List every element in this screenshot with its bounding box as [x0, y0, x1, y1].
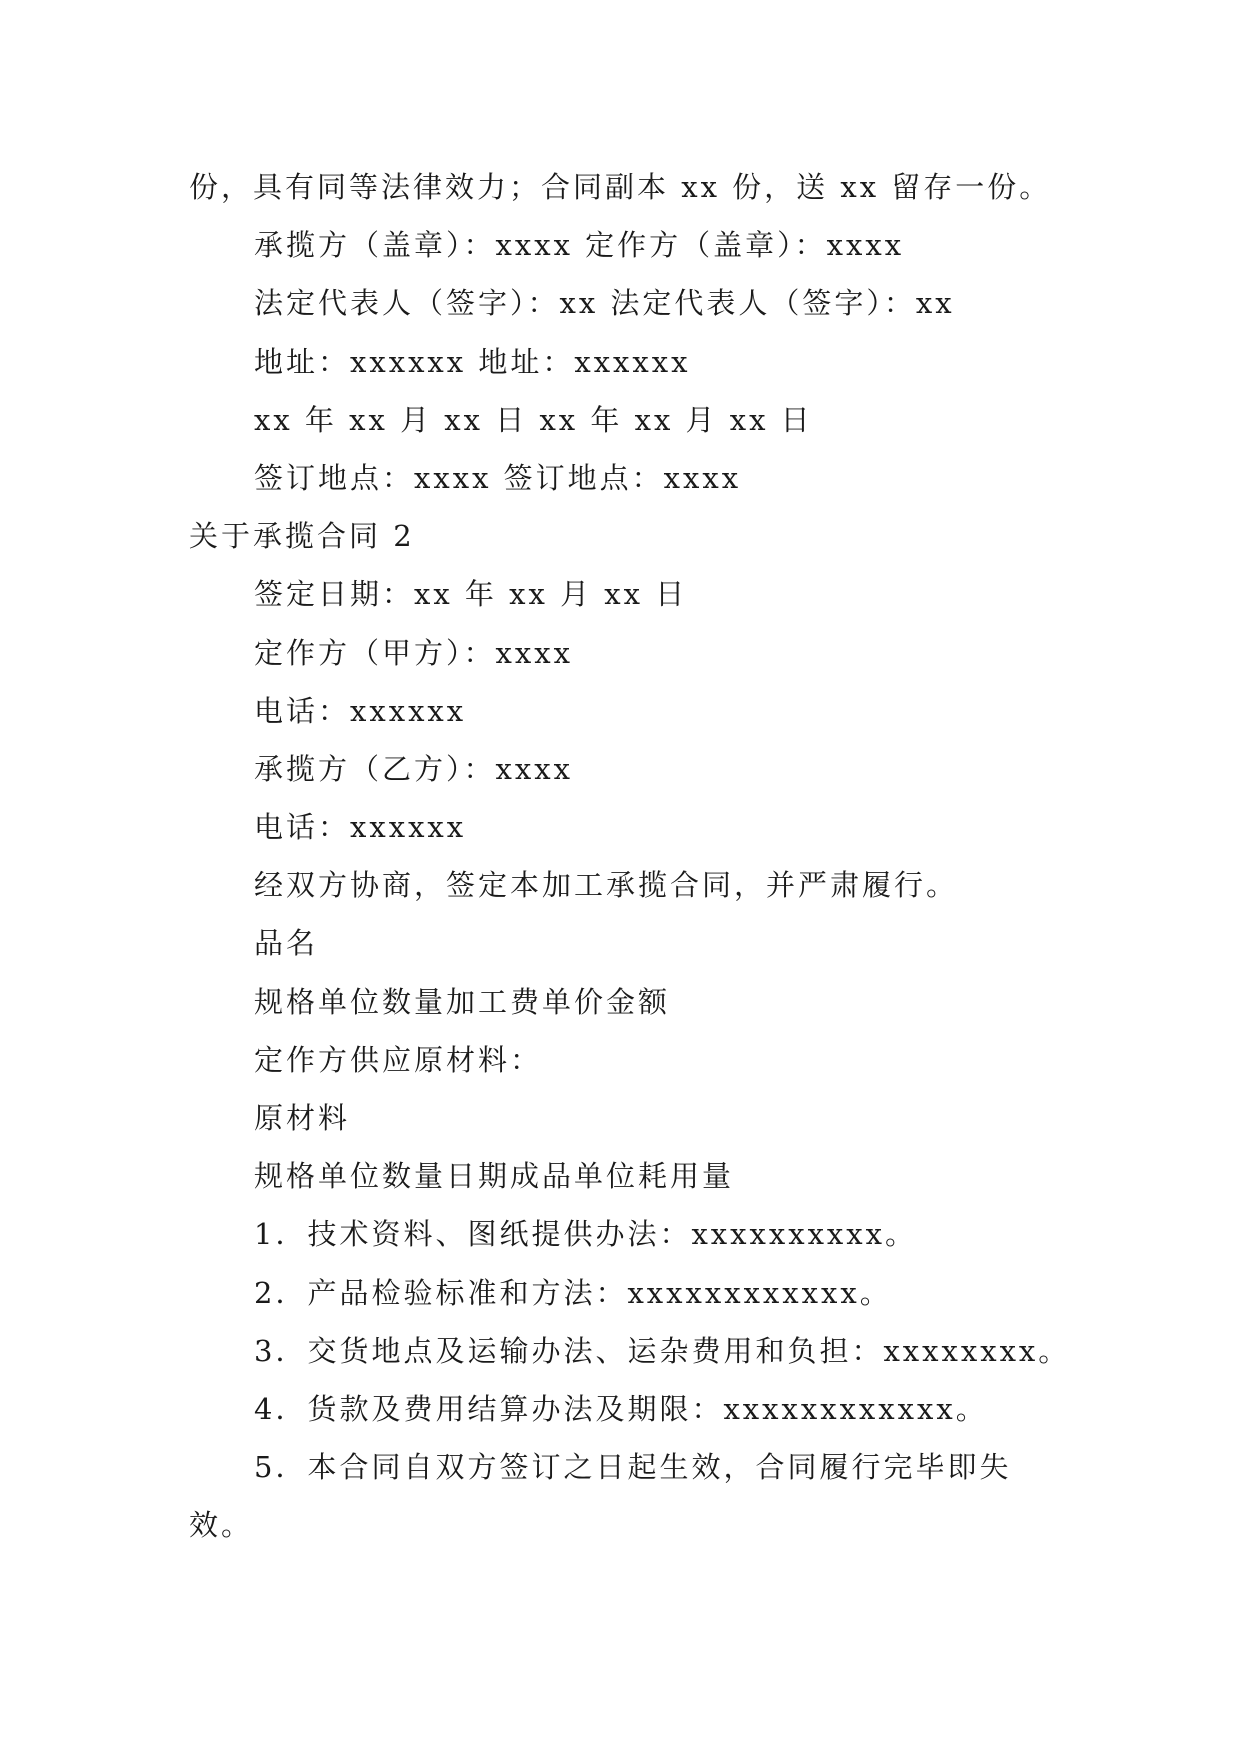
document-line: 承揽方（乙方）：xxxx	[254, 751, 573, 786]
document-line: 电话：xxxxxx	[254, 810, 467, 845]
document-line: 3．交货地点及运输办法、运杂费用和负担：xxxxxxxx。	[254, 1333, 1071, 1368]
document-line: 定作方供应原材料：	[254, 1042, 543, 1077]
document-line: 经双方协商，签定本加工承揽合同，并严肃履行。	[254, 868, 959, 903]
document-line: 法定代表人（签字）：xx 法定代表人（签字）：xx	[254, 286, 955, 321]
document-line: 定作方（甲方）：xxxx	[254, 635, 573, 670]
document-body	[189, 158, 1069, 1555]
document-line: 承揽方（盖章）：xxxx 定作方（盖章）：xxxx	[254, 228, 905, 263]
document-line: 1．技术资料、图纸提供办法：xxxxxxxxxx。	[254, 1217, 918, 1252]
document-line: 电话：xxxxxx	[254, 693, 467, 728]
document-line: 签定日期：xx 年 xx 月 xx 日	[254, 577, 688, 612]
document-line: 关于承揽合同 2	[189, 519, 415, 554]
document-line: 4．货款及费用结算办法及期限：xxxxxxxxxxxx。	[254, 1391, 988, 1426]
document-line: 份，具有同等法律效力；合同副本 xx 份，送 xx 留存一份。	[189, 170, 1052, 204]
document-line: 签订地点：xxxx 签订地点：xxxx	[254, 460, 742, 495]
document-line: 规格单位数量加工费单价金额	[254, 984, 671, 1019]
document-line: 效。	[189, 1508, 254, 1543]
document-line: 5．本合同自双方签订之日起生效，合同履行完毕即失	[254, 1450, 1012, 1485]
document-line: 地址：xxxxxx 地址：xxxxxx	[254, 344, 691, 379]
document-line: 2．产品检验标准和方法：xxxxxxxxxxxx。	[254, 1275, 892, 1310]
document-line: 品名	[254, 926, 319, 961]
document-line: xx 年 xx 月 xx 日 xx 年 xx 月 xx 日	[254, 402, 813, 437]
document-line: 原材料	[254, 1101, 351, 1135]
document-line: 规格单位数量日期成品单位耗用量	[254, 1159, 735, 1194]
